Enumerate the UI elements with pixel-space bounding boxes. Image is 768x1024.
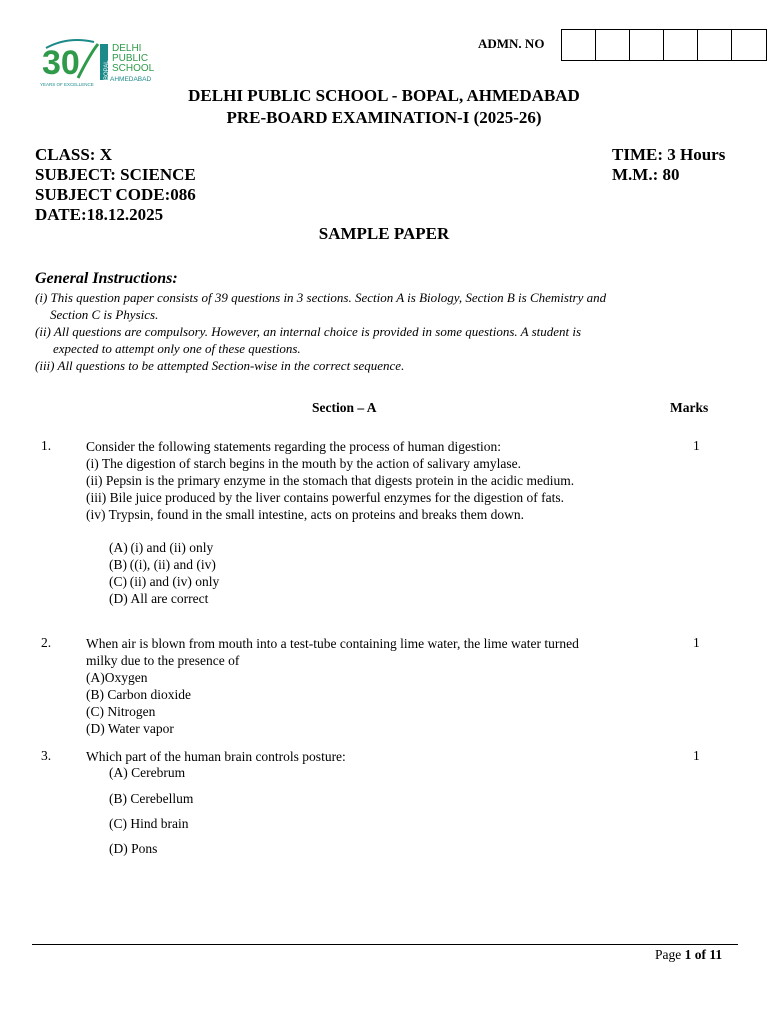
- logo-school-line-3: SCHOOL: [112, 63, 155, 74]
- admission-number-boxes[interactable]: [561, 29, 767, 61]
- instruction-line: Section C is Physics.: [50, 307, 159, 322]
- answer-options: [109, 539, 219, 607]
- instruction-line: (i) This question paper consists of 39 questions in 3 sections. Section A is Biology, Section B is Chemistry and: [35, 290, 607, 305]
- page-number: [655, 947, 722, 963]
- max-marks-label: M.M.: 80: [612, 165, 680, 184]
- footer-divider: [32, 944, 738, 945]
- question-line: (iv) Trypsin, found in the small intestine, acts on proteins and breaks them down.: [86, 507, 524, 522]
- admission-digit-box[interactable]: [630, 30, 664, 60]
- logo-city: AHMEDABAD: [110, 76, 152, 83]
- exam-title: PRE-BOARD EXAMINATION-I (2025-26): [226, 108, 542, 127]
- question-text: [86, 438, 676, 523]
- instruction-item: [35, 323, 735, 357]
- instruction-line: (iii) All questions to be attempted Section-wise in the correct sequence.: [35, 358, 405, 373]
- question-line: Which part of the human brain controls posture:: [86, 749, 346, 764]
- time-label: TIME: 3 Hours: [612, 145, 726, 164]
- question-line: (i) The digestion of starch begins in the mouth by the action of salivary amylase.: [86, 456, 522, 471]
- logo-school-line-2: PUBLIC: [112, 53, 149, 64]
- answer-option[interactable]: (A)Oxygen: [86, 670, 148, 685]
- answer-option[interactable]: (C) Hind brain: [109, 816, 189, 831]
- logo-anniversary-number: 30: [42, 44, 80, 82]
- logo-tagline: YEARS OF EXCELLENCE: [40, 82, 94, 87]
- answer-option[interactable]: (D) Water vapor: [86, 721, 174, 736]
- instruction-item: [35, 289, 735, 323]
- question-line: Consider the following statements regarding the process of human digestion:: [86, 439, 502, 454]
- section-title: Section – A: [312, 400, 377, 415]
- current-page: 1: [684, 947, 692, 962]
- marks-column-header: Marks: [670, 400, 709, 415]
- admission-digit-box[interactable]: [698, 30, 732, 60]
- question-line: (ii) Pepsin is the primary enzyme in the stomach that digests protein in the acidic medium.: [86, 473, 575, 488]
- instruction-item: [35, 357, 735, 374]
- school-title: DELHI PUBLIC SCHOOL - BOPAL, AHMEDABAD: [188, 86, 580, 105]
- question-line: When air is blown from mouth into a test-tube containing lime water, the lime water turned: [86, 636, 579, 651]
- admission-digit-box[interactable]: [664, 30, 698, 60]
- question-text: [86, 635, 676, 737]
- answer-option[interactable]: (D) Pons: [109, 841, 158, 856]
- question-line: (iii) Bile juice produced by the liver contains powerful enzymes for the digestion of fats.: [86, 490, 564, 505]
- paper-type-title: SAMPLE PAPER: [318, 224, 450, 243]
- logo-school-line-1: DELHI: [112, 43, 142, 54]
- admission-digit-box[interactable]: [562, 30, 596, 60]
- answer-option[interactable]: (B) ((i), (ii) and (iv): [109, 557, 216, 572]
- answer-option[interactable]: (C) (ii) and (iv) only: [109, 574, 220, 589]
- instructions-heading: General Instructions:: [35, 270, 178, 287]
- date-label: DATE:18.12.2025: [35, 205, 164, 224]
- dps-30-years-logo: [38, 34, 160, 90]
- admission-digit-box[interactable]: [596, 30, 630, 60]
- admission-number-label: ADMN. NO: [478, 36, 545, 51]
- question-number: 1.: [41, 438, 52, 453]
- subject-label: SUBJECT: SCIENCE: [35, 165, 196, 184]
- school-logo: [38, 34, 160, 90]
- answer-option[interactable]: (C) Nitrogen: [86, 704, 156, 719]
- question-number: 3.: [41, 748, 52, 763]
- question-line: milky due to the presence of: [86, 653, 240, 668]
- class-label: CLASS: X: [35, 145, 112, 164]
- of-word: of: [691, 947, 710, 962]
- answer-option[interactable]: (B) Cerebellum: [109, 791, 194, 806]
- page-word: Page: [655, 947, 685, 962]
- total-pages: 11: [709, 947, 723, 962]
- question-mark: 1: [693, 748, 700, 763]
- question-number: 2.: [41, 635, 52, 650]
- instruction-line: expected to attempt only one of these questions.: [53, 341, 301, 356]
- subject-code-label: SUBJECT CODE:086: [35, 185, 196, 204]
- admission-digit-box[interactable]: [732, 30, 766, 60]
- answer-option[interactable]: (A) Cerebrum: [109, 765, 186, 780]
- answer-option[interactable]: (A) (i) and (ii) only: [109, 540, 214, 555]
- answer-option[interactable]: (D) All are correct: [109, 591, 209, 606]
- question-mark: 1: [693, 635, 700, 650]
- answer-option[interactable]: (B) Carbon dioxide: [86, 687, 191, 702]
- logo-branch: BOPAL: [104, 60, 110, 80]
- instruction-line: (ii) All questions are compulsory. However, an internal choice is provided in some questions. A student is: [35, 324, 582, 339]
- question-mark: 1: [693, 438, 700, 453]
